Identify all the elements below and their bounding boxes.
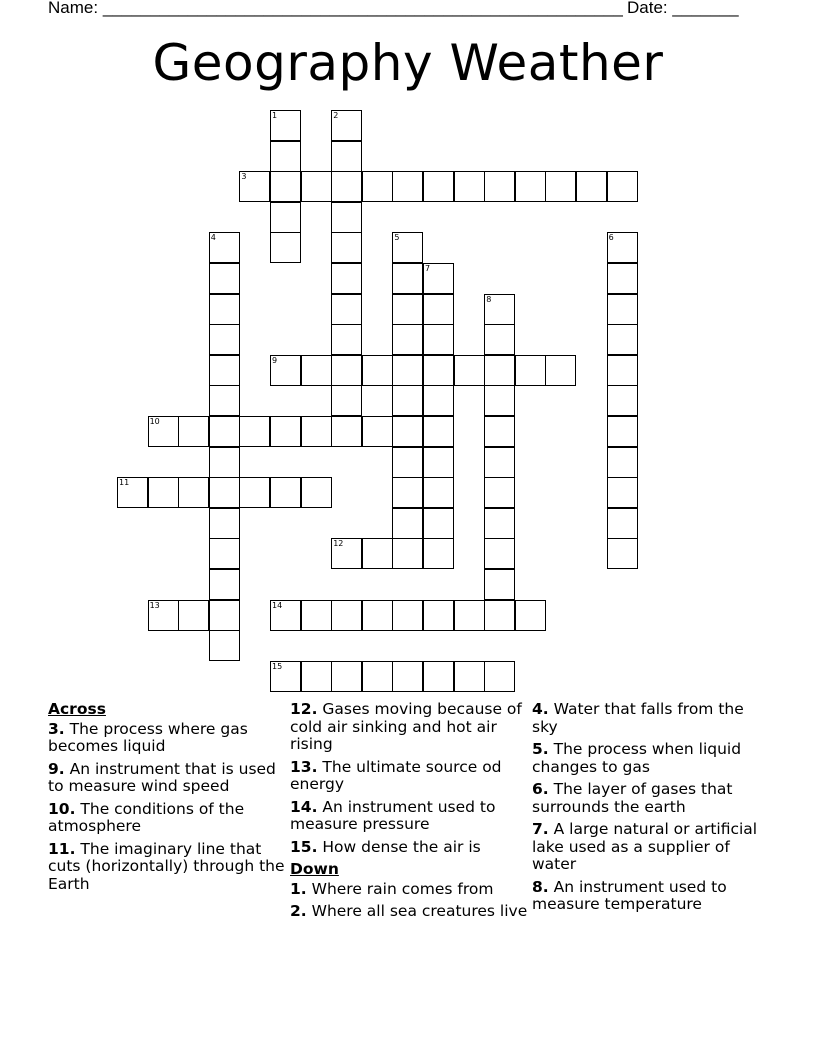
cell-number: 7 (425, 264, 431, 273)
grid-cell[interactable] (331, 416, 362, 447)
grid-cell[interactable] (392, 477, 423, 508)
grid-cell[interactable] (270, 202, 301, 233)
grid-cell[interactable] (484, 385, 515, 416)
grid-cell[interactable] (209, 324, 240, 355)
clue-number: 12. (290, 700, 318, 718)
clues-column-1 (48, 701, 286, 898)
cell-number: 3 (241, 172, 247, 182)
grid-cell[interactable] (423, 600, 454, 631)
grid-cell[interactable] (423, 538, 454, 569)
grid-cell[interactable] (392, 538, 423, 569)
grid-cell[interactable] (270, 355, 301, 386)
clue-number: 13. (290, 757, 318, 776)
grid-cell[interactable] (301, 355, 332, 386)
grid-cell[interactable] (392, 416, 423, 447)
grid-cell[interactable] (362, 171, 393, 202)
grid-cell[interactable] (423, 661, 454, 692)
grid-cell[interactable] (331, 141, 362, 172)
grid-cell[interactable] (362, 355, 393, 386)
grid-cell[interactable] (270, 661, 301, 692)
clue-item (290, 881, 528, 899)
down-heading: Down (290, 860, 339, 878)
grid-cell[interactable] (209, 569, 240, 600)
grid-cell[interactable] (484, 324, 515, 355)
grid-cell[interactable] (239, 477, 270, 508)
grid-cell[interactable] (209, 263, 240, 294)
grid-cell[interactable] (607, 416, 638, 447)
grid-cell[interactable] (331, 355, 362, 386)
grid-cell[interactable] (454, 661, 485, 692)
clue-item (48, 841, 286, 894)
clue-text: A large natural or artificial lake used as a supplier of water (532, 820, 758, 873)
grid-cell[interactable] (270, 141, 301, 172)
grid-cell[interactable] (331, 263, 362, 294)
grid-cell[interactable] (423, 508, 454, 539)
clue-text: An instrument that is used to measure wind speed (48, 759, 276, 795)
cell-number: 15 (272, 661, 283, 671)
grid-cell[interactable] (607, 294, 638, 325)
grid-cell[interactable] (148, 416, 179, 447)
grid-cell[interactable] (515, 600, 546, 631)
grid-cell[interactable] (484, 600, 515, 631)
grid-cell[interactable] (423, 416, 454, 447)
clue-text: An instrument used to measure pressure (290, 797, 496, 833)
grid-cell[interactable] (331, 202, 362, 233)
clue-number: 10. (48, 799, 76, 818)
clue-number: 9. (48, 759, 65, 778)
cell-number: 14 (272, 600, 283, 610)
grid-cell[interactable] (362, 600, 393, 631)
clue-number: 8. (532, 877, 549, 896)
grid-cell[interactable] (331, 661, 362, 692)
grid-cell[interactable] (607, 324, 638, 355)
grid-cell[interactable] (454, 600, 485, 631)
clue-item (532, 741, 772, 776)
grid-cell[interactable] (178, 477, 209, 508)
grid-cell[interactable] (392, 600, 423, 631)
clue-number: 1. (290, 879, 307, 898)
grid-cell[interactable] (454, 171, 485, 202)
grid-cell[interactable] (209, 508, 240, 539)
grid-cell[interactable] (209, 447, 240, 478)
clue-text: Gases moving because of cold air sinking and hot air rising (290, 700, 522, 753)
grid-cell[interactable] (454, 355, 485, 386)
grid-cell[interactable] (484, 416, 515, 447)
grid-cell[interactable] (209, 294, 240, 325)
clues-column-2 (290, 701, 528, 926)
grid-cell[interactable] (423, 263, 454, 294)
grid-cell[interactable] (209, 630, 240, 661)
cell-number: 11 (119, 478, 130, 488)
grid-cell[interactable] (209, 600, 240, 631)
grid-cell[interactable] (515, 355, 546, 386)
grid-cell[interactable] (545, 355, 576, 386)
grid-cell[interactable] (209, 538, 240, 569)
clue-text: The imaginary line that cuts (horizontally) through the Earth (48, 839, 285, 893)
grid-cell[interactable] (607, 477, 638, 508)
clue-text: The layer of gases that surrounds the earth (532, 780, 733, 816)
grid-cell[interactable] (301, 416, 332, 447)
clue-text: Where rain comes from (306, 879, 494, 898)
clue-number: 7. (532, 820, 549, 838)
grid-cell[interactable] (423, 355, 454, 386)
clue-number: 5. (532, 740, 549, 758)
grid-cell[interactable] (607, 447, 638, 478)
cell-number: 10 (149, 417, 160, 426)
grid-cell[interactable] (209, 477, 240, 508)
clue-item (532, 879, 772, 914)
grid-cell[interactable] (392, 385, 423, 416)
grid-cell[interactable] (392, 447, 423, 478)
date-field[interactable] (627, 0, 739, 18)
grid-cell[interactable] (270, 416, 301, 447)
clue-item (48, 761, 286, 796)
grid-cell[interactable] (331, 110, 362, 141)
grid-cell[interactable] (301, 171, 332, 202)
grid-cell[interactable] (423, 477, 454, 508)
cell-number: 5 (394, 233, 400, 243)
grid-cell[interactable] (331, 324, 362, 355)
grid-cell[interactable] (545, 171, 576, 202)
grid-cell[interactable] (270, 171, 301, 202)
grid-cell[interactable] (239, 416, 270, 447)
grid-cell[interactable] (484, 477, 515, 508)
grid-cell[interactable] (484, 508, 515, 539)
grid-cell[interactable] (484, 661, 515, 692)
grid-cell[interactable] (148, 477, 179, 508)
grid-cell[interactable] (270, 600, 301, 631)
clue-text: The conditions of the atmosphere (48, 799, 245, 835)
grid-cell[interactable] (209, 416, 240, 447)
clue-number: 3. (48, 719, 65, 738)
grid-cell[interactable] (270, 110, 301, 141)
grid-cell[interactable] (484, 447, 515, 478)
grid-cell[interactable] (239, 171, 270, 202)
puzzle-title: Geography Weather (152, 34, 664, 92)
cell-number: 1 (272, 111, 278, 120)
clue-item (290, 903, 528, 921)
grid-cell[interactable] (148, 600, 179, 631)
clue-item (532, 781, 772, 816)
across-heading: Across (48, 700, 106, 718)
cell-number: 2 (333, 111, 339, 120)
date-blank[interactable]: _______ (672, 0, 739, 17)
grid-cell[interactable] (331, 385, 362, 416)
clue-item (48, 721, 286, 756)
clue-text: Where all sea creatures live (306, 902, 528, 920)
grid-cell[interactable] (607, 355, 638, 386)
clue-number: 14. (290, 797, 318, 816)
grid-cell[interactable] (392, 263, 423, 294)
grid-cell[interactable] (362, 538, 393, 569)
grid-cell[interactable] (392, 661, 423, 692)
clue-text: The ultimate source od energy (290, 757, 502, 793)
clue-item (290, 839, 528, 857)
cell-number: 8 (486, 294, 492, 304)
grid-cell[interactable] (209, 385, 240, 416)
cell-number: 4 (210, 233, 216, 243)
clue-text: Water that falls from the sky (532, 700, 744, 736)
grid-cell[interactable] (576, 171, 607, 202)
name-field[interactable] (48, 0, 623, 18)
grid-cell[interactable] (392, 355, 423, 386)
grid-cell[interactable] (301, 477, 332, 508)
grid-cell[interactable] (423, 171, 454, 202)
grid-cell[interactable] (484, 569, 515, 600)
clue-item (532, 821, 772, 874)
grid-cell[interactable] (423, 385, 454, 416)
grid-cell[interactable] (484, 355, 515, 386)
date-label: Date: (627, 0, 668, 17)
grid-cell[interactable] (392, 324, 423, 355)
clue-item (532, 701, 772, 736)
grid-cell[interactable] (362, 416, 393, 447)
cell-number: 6 (608, 233, 614, 243)
clue-text: How dense the air is (317, 837, 481, 856)
clue-number: 15. (290, 837, 318, 856)
name-label: Name: (48, 0, 99, 17)
grid-cell[interactable] (607, 508, 638, 539)
name-blank[interactable]: _______________________________________________________ (102, 0, 623, 17)
grid-cell[interactable] (607, 538, 638, 569)
clue-text: The process where gas becomes liquid (48, 719, 248, 755)
grid-cell[interactable] (209, 355, 240, 386)
clues-column-3 (532, 701, 772, 919)
grid-cell[interactable] (423, 294, 454, 325)
grid-cell[interactable] (209, 232, 240, 263)
grid-cell[interactable] (331, 294, 362, 325)
grid-cell[interactable] (178, 600, 209, 631)
clue-number: 4. (532, 700, 549, 718)
grid-cell[interactable] (331, 538, 362, 569)
clue-number: 2. (290, 902, 307, 920)
grid-cell[interactable] (331, 232, 362, 263)
clue-item (290, 799, 528, 834)
grid-cell[interactable] (392, 232, 423, 263)
grid-cell[interactable] (270, 477, 301, 508)
clue-number: 11. (48, 839, 76, 858)
clue-number: 6. (532, 780, 549, 798)
grid-cell[interactable] (392, 294, 423, 325)
cell-number: 13 (149, 600, 160, 610)
clue-item (290, 701, 528, 754)
grid-cell[interactable] (484, 294, 515, 325)
grid-cell[interactable] (392, 508, 423, 539)
grid-cell[interactable] (423, 447, 454, 478)
grid-cell[interactable] (607, 232, 638, 263)
clue-text: An instrument used to measure temperature (532, 877, 727, 913)
grid-cell[interactable] (301, 661, 332, 692)
grid-cell[interactable] (117, 477, 148, 508)
grid-cell[interactable] (331, 600, 362, 631)
cell-number: 12 (333, 539, 344, 549)
grid-cell[interactable] (607, 385, 638, 416)
cell-number: 9 (272, 355, 278, 365)
grid-cell[interactable] (515, 171, 546, 202)
grid-cell[interactable] (484, 171, 515, 202)
grid-cell[interactable] (301, 600, 332, 631)
grid-cell[interactable] (392, 171, 423, 202)
grid-cell[interactable] (178, 416, 209, 447)
grid-cell[interactable] (484, 538, 515, 569)
clue-item (48, 801, 286, 836)
grid-cell[interactable] (607, 171, 638, 202)
clue-item (290, 759, 528, 794)
grid-cell[interactable] (270, 232, 301, 263)
grid-cell[interactable] (331, 171, 362, 202)
clue-text: The process when liquid changes to gas (532, 740, 742, 776)
grid-cell[interactable] (607, 263, 638, 294)
grid-cell[interactable] (362, 661, 393, 692)
grid-cell[interactable] (423, 324, 454, 355)
